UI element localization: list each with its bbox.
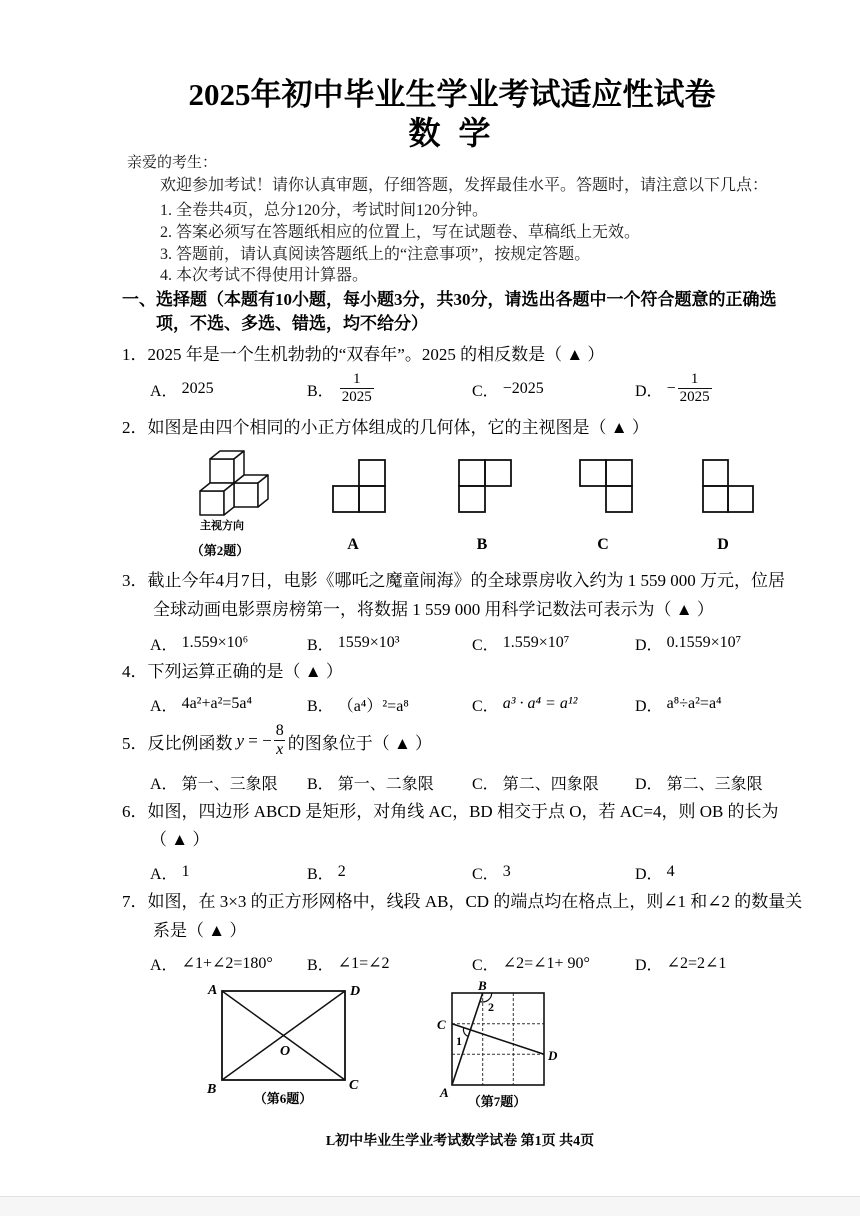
point-label-d: D bbox=[350, 984, 361, 999]
option-label: D． bbox=[635, 697, 663, 715]
option-label: A． bbox=[150, 697, 178, 715]
notice-item-4: 4. 本次考试不得使用计算器。 bbox=[160, 267, 369, 284]
question-4-stem: 4．下列运算正确的是（ ▲ ） bbox=[122, 662, 343, 681]
choice-label-c: C bbox=[597, 536, 609, 553]
option-label: D． bbox=[635, 956, 663, 974]
option-label: B． bbox=[307, 636, 334, 654]
front-view-option-a bbox=[333, 460, 385, 512]
section-heading-line-2: 项，不选、多选、错选，均不给分） bbox=[156, 314, 428, 333]
question-3-options bbox=[0, 625, 860, 661]
option-text: 第二、三象限 bbox=[666, 775, 763, 793]
fraction-numerator: 1 bbox=[352, 371, 361, 388]
option-text: 第二、四象限 bbox=[502, 775, 599, 793]
q5-option-a bbox=[150, 764, 278, 800]
point-label-b: B bbox=[207, 1082, 217, 1097]
page-bottom-edge bbox=[0, 1196, 860, 1216]
q3-option-c bbox=[472, 625, 569, 661]
option-text: ∠2=∠1+ 90° bbox=[502, 955, 590, 972]
q6-option-c bbox=[472, 854, 511, 890]
fraction bbox=[340, 372, 374, 406]
q4-option-d bbox=[635, 686, 722, 722]
fraction-numerator: 1 bbox=[690, 371, 699, 388]
cube-solid-figure bbox=[200, 451, 268, 515]
view-direction-label: 主视方向 bbox=[200, 520, 244, 532]
option-text: a³ · a⁴ = a¹² bbox=[502, 695, 578, 712]
option-label: D． bbox=[635, 775, 663, 793]
q3-option-a bbox=[150, 625, 248, 661]
option-label: B． bbox=[307, 956, 334, 974]
option-label: C． bbox=[472, 956, 499, 974]
subject-title: 数 学 bbox=[408, 115, 496, 151]
point-label-b: B bbox=[478, 978, 487, 993]
q1-option-b bbox=[307, 371, 376, 407]
cube-back-left-top bbox=[210, 451, 244, 483]
fraction-denominator: 2025 bbox=[679, 389, 710, 405]
point-label-c: C bbox=[349, 1078, 359, 1093]
option-text: a⁸÷a²=a⁴ bbox=[666, 695, 722, 712]
option-label: A． bbox=[150, 382, 178, 400]
option-text: ∠2=2∠1 bbox=[666, 955, 727, 972]
option-label: D． bbox=[635, 382, 663, 400]
fraction-denominator: x bbox=[276, 741, 284, 758]
option-text: −2025 bbox=[502, 380, 544, 397]
q6-option-d bbox=[635, 854, 675, 890]
fraction bbox=[678, 372, 712, 406]
figure-caption: （第6题） bbox=[253, 1091, 313, 1106]
angle-label-1: 1 bbox=[456, 1034, 462, 1048]
option-text: ∠1=∠2 bbox=[337, 955, 390, 972]
option-text: 1.559×10⁷ bbox=[502, 634, 570, 651]
angle-label-2: 2 bbox=[488, 1000, 494, 1014]
option-label: A． bbox=[150, 636, 178, 654]
notice-intro: 欢迎参加考试！请你认真审题，仔细答题，发挥最佳水平。答题时，请注意以下几点： bbox=[160, 177, 769, 194]
option-text: 第一、三象限 bbox=[181, 775, 278, 793]
segment-cd bbox=[452, 1024, 544, 1055]
option-label: B． bbox=[307, 382, 334, 400]
option-text: 1.559×10⁶ bbox=[181, 634, 249, 651]
choice-label-b: B bbox=[476, 536, 488, 553]
question-3-stem-line-2: 全球动画电影票房榜第一，将数据 1 559 000 用科学记数法可表示为（ ▲ ） bbox=[153, 600, 714, 619]
point-label-o: O bbox=[280, 1044, 291, 1059]
variable-y: y bbox=[236, 731, 245, 750]
option-label: C． bbox=[472, 636, 499, 654]
q5-option-c bbox=[472, 764, 599, 800]
option-label: C． bbox=[472, 865, 499, 883]
option-text: 4a²+a²=5a⁴ bbox=[181, 695, 253, 712]
q7-option-d bbox=[635, 945, 726, 981]
question-7-figure bbox=[430, 975, 570, 1110]
front-view-option-d bbox=[703, 460, 753, 512]
fraction bbox=[274, 723, 286, 759]
q1-option-d bbox=[635, 371, 714, 407]
question-5-stem bbox=[122, 721, 432, 761]
q1-option-c bbox=[472, 371, 544, 407]
q3-option-b bbox=[307, 625, 400, 661]
q6-option-a bbox=[150, 854, 190, 890]
cube-front-left-bottom bbox=[200, 483, 234, 515]
question-7-stem-line-1: 7．如图，在 3×3 的正方形网格中，线段 AB，CD 的端点均在格点上，则∠1 和∠2 的数量关 bbox=[122, 892, 803, 911]
figure-caption: （第2题） bbox=[190, 543, 250, 558]
option-text: 2025 bbox=[181, 380, 214, 397]
option-text: 1559×10³ bbox=[337, 634, 400, 651]
section-heading-line-1: 一、选择题（本题有10小题，每小题3分，共30分，请选出各题中一个符合题意的正确选 bbox=[122, 290, 777, 309]
q4-option-c bbox=[472, 686, 577, 722]
q5-option-d bbox=[635, 764, 763, 800]
option-text: （a⁴）²=a⁸ bbox=[337, 697, 409, 715]
question-1-options bbox=[0, 371, 860, 407]
point-label-c: C bbox=[437, 1017, 446, 1032]
stem-text: 5．反比例函数 bbox=[122, 733, 233, 753]
q3-option-d bbox=[635, 625, 741, 661]
question-2-stem: 2．如图是由四个相同的小正方体组成的几何体，它的主视图是（ ▲ ） bbox=[122, 418, 649, 437]
stem-text: 的图象位于（ ▲ ） bbox=[287, 733, 433, 753]
question-7-stem-line-2: 系是（ ▲ ） bbox=[153, 921, 247, 940]
option-label: A． bbox=[150, 865, 178, 883]
option-label: C． bbox=[472, 697, 499, 715]
option-text: 1 bbox=[181, 863, 190, 880]
option-label: B． bbox=[307, 865, 334, 883]
question-1-stem: 1．2025 年是一个生机勃勃的“双春年”。2025 的相反数是（ ▲ ） bbox=[122, 345, 605, 364]
q1-option-a bbox=[150, 371, 214, 407]
question-3-stem-line-1: 3．截止今年4月7日，电影《哪吒之魔童闹海》的全球票房收入约为 1 559 000 万元，位居 bbox=[122, 571, 785, 590]
q5-option-b bbox=[307, 764, 434, 800]
option-label: A． bbox=[150, 956, 178, 974]
q6-option-b bbox=[307, 854, 346, 890]
option-label: B． bbox=[307, 697, 334, 715]
option-text: 0.1559×10⁷ bbox=[666, 634, 742, 651]
equals-minus: = − bbox=[244, 731, 272, 750]
front-view-option-b bbox=[459, 460, 511, 512]
q4-option-a bbox=[150, 686, 252, 722]
question-2-figure bbox=[180, 445, 770, 562]
greeting: 亲爱的考生： bbox=[127, 155, 218, 171]
point-label-d: D bbox=[548, 1048, 558, 1063]
fraction-numerator: 8 bbox=[275, 722, 284, 740]
choice-label-d: D bbox=[717, 536, 729, 553]
option-label: C． bbox=[472, 382, 499, 400]
option-text: 第一、二象限 bbox=[337, 775, 434, 793]
option-text: 4 bbox=[666, 863, 675, 880]
q4-option-b bbox=[307, 686, 409, 722]
notice-item-1: 1. 全卷共4页，总分120分，考试时间120分钟。 bbox=[160, 202, 489, 219]
option-label: D． bbox=[635, 865, 663, 883]
question-4-options bbox=[0, 686, 860, 722]
exam-title: 2025年初中毕业生学业考试适应性试卷 bbox=[188, 77, 716, 112]
figure-caption: （第7题） bbox=[467, 1094, 527, 1109]
option-label: D． bbox=[635, 636, 663, 654]
notice-item-2: 2. 答案必须写在答题纸相应的位置上，写在试题卷、草稿纸上无效。 bbox=[160, 224, 641, 241]
option-text: ∠1+∠2=180° bbox=[181, 955, 273, 972]
fraction-denominator: 2025 bbox=[341, 389, 372, 405]
option-label: C． bbox=[472, 775, 499, 793]
option-label: B． bbox=[307, 775, 334, 793]
option-label: A． bbox=[150, 775, 178, 793]
choice-label-a: A bbox=[347, 536, 359, 553]
point-label-a: A bbox=[440, 1085, 449, 1100]
front-view-option-c bbox=[580, 460, 632, 512]
page-footer: L初中毕业生学业考试数学试卷 第1页 共4页 bbox=[325, 1134, 595, 1149]
option-text: 3 bbox=[502, 863, 511, 880]
question-6-figure bbox=[200, 975, 375, 1110]
minus-sign: − bbox=[666, 380, 676, 397]
question-6-stem-line-1: 6．如图，四边形 ABCD 是矩形，对角线 AC，BD 相交于点 O，若 AC=4，则 OB 的长为 bbox=[122, 802, 779, 821]
notice-item-3: 3. 答题前，请认真阅读答题纸上的“注意事项”，按规定答题。 bbox=[160, 246, 591, 263]
question-5-options bbox=[0, 764, 860, 800]
point-label-a: A bbox=[208, 983, 218, 998]
question-6-stem-line-2: （ ▲ ） bbox=[150, 830, 210, 849]
question-6-options bbox=[0, 854, 860, 890]
option-text: 2 bbox=[337, 863, 346, 880]
